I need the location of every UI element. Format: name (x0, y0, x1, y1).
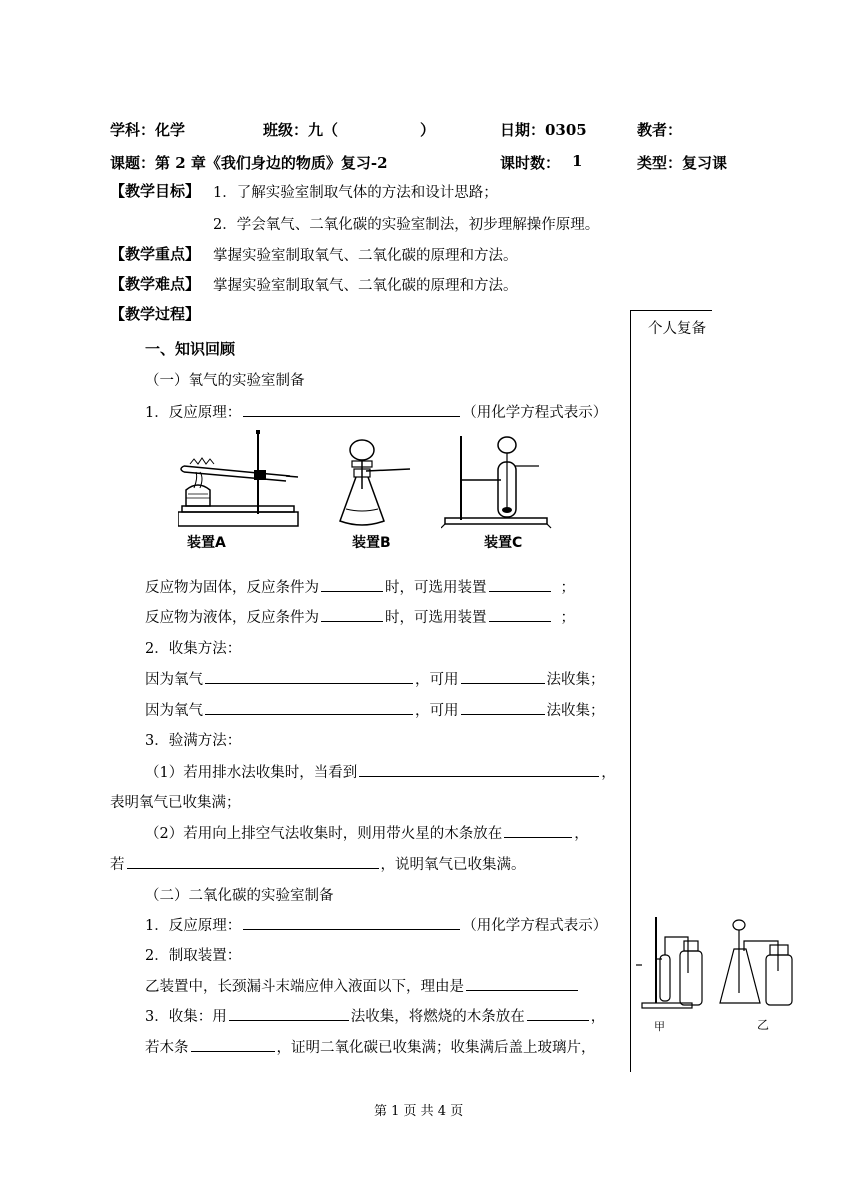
column-top-rule (630, 310, 712, 311)
can-use-text: ，可用 (415, 672, 459, 688)
co2-collect-line (145, 1005, 605, 1026)
method-text: 法收集； (546, 672, 605, 688)
co2-position-blank[interactable] (527, 1005, 589, 1021)
co2-apparatus-diagram (636, 915, 812, 1015)
principle-suffix: （用化学方程式表示） (462, 405, 608, 421)
co2-device-line (145, 975, 580, 996)
co2-device-label: 2．制取装置： (145, 948, 242, 964)
liquid-condition-blank[interactable] (321, 606, 383, 622)
solid-device-blank[interactable] (489, 576, 551, 592)
because-text: 因为氧气 (145, 672, 203, 688)
collect-line-2 (145, 699, 605, 720)
co2-if-text: 若木条 (145, 1040, 189, 1056)
co2-reason-blank[interactable] (466, 975, 578, 991)
solid-reactant-line (145, 576, 575, 597)
solid-text-1: 反应物为固体，反应条件为 (145, 580, 319, 596)
process-label: 【教学过程】 (110, 305, 201, 323)
solid-condition-blank[interactable] (321, 576, 383, 592)
difficulties-label: 【教学难点】 (110, 275, 201, 293)
property-blank-2[interactable] (205, 699, 413, 715)
hours-value: 1 (572, 152, 583, 170)
verify-2-text: （2）若用向上排空气法收集时，则用带火星的木条放在 (145, 826, 503, 842)
co2-collect-text-1: 3．收集：用 (145, 1009, 227, 1025)
method-text: 法收集； (546, 703, 605, 719)
co2-result-text: ，证明二氧化碳已收集满；收集满后盖上玻璃片， (276, 1040, 596, 1056)
method-blank-1[interactable] (461, 668, 545, 684)
verify-1-line (145, 761, 616, 782)
verify-2-conclusion (110, 853, 526, 874)
verify-2-blank[interactable] (504, 822, 572, 838)
co2-result-line (145, 1036, 596, 1057)
verify-2-result-blank[interactable] (127, 853, 379, 869)
can-use-text: ，可用 (415, 703, 459, 719)
method-blank-2[interactable] (461, 699, 545, 715)
apparatus-c-caption: 装置C (484, 535, 523, 551)
verify-2-line (145, 822, 589, 843)
key-points-text: 掌握实验室制取氧气、二氧化碳的原理和方法。 (213, 248, 518, 264)
liquid-text-1: 反应物为液体，反应条件为 (145, 610, 319, 626)
co2-collect-text-2: 法收集，将燃烧的木条放在 (350, 1009, 525, 1025)
co2-collect-comma: ， (590, 1009, 606, 1025)
verify-label: 3．验满方法： (145, 733, 242, 749)
liquid-reactant-line (145, 606, 575, 627)
if-text: 若 (110, 857, 125, 873)
subject: 学科：化学 (110, 121, 186, 139)
verify-1-conclusion: 表明氧气已收集满； (110, 795, 241, 811)
side-title: 个人复备 (648, 321, 706, 337)
verify-2-comma: ， (574, 826, 589, 842)
co2-principle-label: 1．反应原理： (145, 918, 242, 934)
class-label: 班级：九（ (263, 121, 339, 139)
verify-1-text: （1）若用排水法收集时，当看到 (145, 765, 358, 781)
objectives-label: 【教学目标】 (110, 182, 201, 200)
apparatus-b-diagram (336, 437, 416, 529)
solid-text-3: ； (560, 580, 575, 596)
because-text: 因为氧气 (145, 703, 203, 719)
page-number: 第 1 页 共 4 页 (374, 1104, 464, 1119)
co2-device-text: 乙装置中，长颈漏斗末端应伸入液面以下，理由是 (145, 979, 464, 995)
apparatus-a-diagram (178, 428, 300, 528)
verify-2-end: ，说明氧气已收集满。 (380, 857, 526, 873)
lesson-type: 类型：复习课 (637, 154, 728, 172)
column-divider (630, 310, 631, 1072)
section-title: 一、知识回顾 (145, 340, 236, 358)
collect-label: 2．收集方法： (145, 641, 242, 657)
objective-2: 2．学会氧气、二氧化碳的实验室制法，初步理解操作原理。 (213, 217, 600, 233)
solid-text-2: 时，可选用装置 (385, 580, 487, 596)
property-blank-1[interactable] (205, 668, 413, 684)
co2-title: （二）二氧化碳的实验室制备 (145, 888, 334, 904)
co2-result-blank[interactable] (191, 1036, 275, 1052)
co2-method-blank[interactable] (229, 1005, 349, 1021)
class-close: ） (420, 121, 436, 139)
principle-line (145, 401, 607, 422)
key-points-label: 【教学重点】 (110, 245, 201, 263)
principle-label: 1．反应原理： (145, 405, 242, 421)
apparatus-c-diagram (441, 432, 553, 530)
date: 日期：0305 (500, 121, 587, 139)
liquid-device-blank[interactable] (489, 606, 551, 622)
collect-line-1 (145, 668, 605, 689)
teacher: 教者： (637, 121, 683, 139)
verify-1-comma: ， (601, 765, 616, 781)
label-yi: 乙 (757, 1018, 770, 1032)
principle-blank[interactable] (243, 401, 460, 417)
liquid-text-2: 时，可选用装置 (385, 610, 487, 626)
topic: 课题：第 2 章《我们身边的物质》复习-2 (110, 154, 388, 172)
verify-1-blank[interactable] (359, 761, 599, 777)
apparatus-b-caption: 装置B (352, 535, 391, 551)
co2-principle-suffix: （用化学方程式表示） (462, 918, 608, 934)
liquid-text-3: ； (560, 610, 575, 626)
co2-principle-line (145, 914, 607, 935)
co2-principle-blank[interactable] (243, 914, 460, 930)
oxygen-title: （一）氧气的实验室制备 (145, 373, 305, 389)
apparatus-a-caption: 装置A (187, 535, 226, 551)
objective-1: 1．了解实验室制取气体的方法和设计思路； (213, 185, 498, 201)
hours-label: 课时数： (500, 154, 561, 172)
difficulties-text: 掌握实验室制取氧气、二氧化碳的原理和方法。 (213, 278, 518, 294)
label-jia: 甲 (654, 1020, 665, 1033)
